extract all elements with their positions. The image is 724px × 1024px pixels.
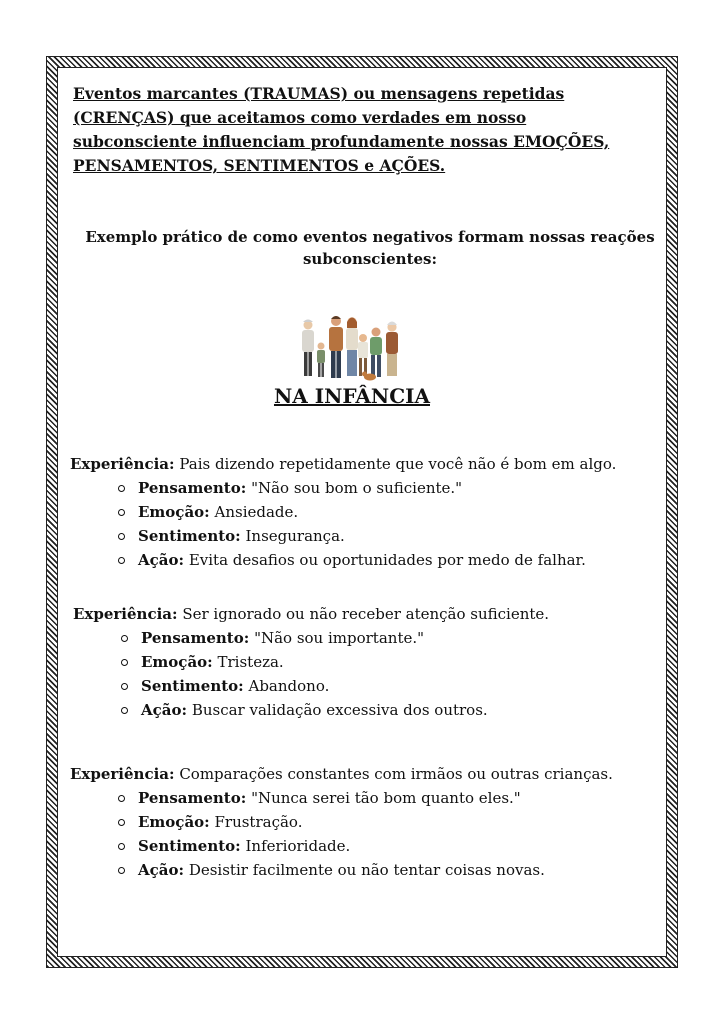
person-child-middle (358, 334, 368, 376)
person-child-left (317, 343, 325, 378)
reaction-list (70, 786, 613, 882)
list-item-feeling (118, 834, 613, 858)
experience-text: Comparações constantes com irmãos ou outras crianças. (179, 765, 613, 783)
emotion-label: Emoção: (138, 503, 210, 521)
list-item-emotion (118, 810, 613, 834)
experience-text: Pais dizendo repetidamente que você não é bom em algo. (179, 455, 617, 473)
action-label: Ação: (138, 551, 185, 569)
reaction-list (73, 626, 549, 722)
experience-label: Experiência: (73, 605, 178, 623)
example-block-3 (70, 762, 613, 882)
feeling-label: Sentimento: (138, 837, 241, 855)
list-item-emotion (118, 500, 616, 524)
person-young-man (370, 328, 382, 378)
experience-line (70, 452, 616, 476)
feeling-text: Abandono. (248, 677, 330, 695)
section-title: NA INFÂNCIA (273, 384, 430, 408)
experience-label: Experiência: (70, 455, 175, 473)
list-item-thought (118, 476, 616, 500)
list-item-action (118, 548, 616, 572)
emotion-label: Emoção: (138, 813, 210, 831)
family-illustration (298, 314, 406, 384)
emotion-text: Frustração. (214, 813, 303, 831)
thought-label: Pensamento: (138, 789, 247, 807)
thought-text: "Nunca serei tão bom quanto eles." (251, 789, 521, 807)
experience-line (70, 762, 613, 786)
action-text: Buscar validação excessiva dos outros. (191, 701, 488, 719)
list-item-action (121, 698, 549, 722)
person-mother (346, 317, 358, 376)
reaction-list (70, 476, 616, 572)
subtitle-line-1: Exemplo prático de como eventos negativos formam nossas reações (85, 228, 655, 246)
emotion-text: Tristeza. (217, 653, 284, 671)
person-grandmother (386, 322, 398, 377)
intro-paragraph: Eventos marcantes (TRAUMAS) ou mensagens repetidas (CRENÇAS) que aceitamos como verdades em nosso subconsciente influenciam profundamente nossas EMOÇÕES, PENSAMENTOS, SENTIMENTOS e AÇÕES. (73, 84, 610, 175)
experience-text: Ser ignorado ou não receber atenção suficiente. (182, 605, 550, 623)
feeling-text: Insegurança. (245, 527, 345, 545)
list-item-feeling (118, 524, 616, 548)
person-father (329, 316, 343, 378)
thought-label: Pensamento: (138, 479, 247, 497)
action-text: Evita desafios ou oportunidades por medo de falhar. (188, 551, 586, 569)
list-item-action (118, 858, 613, 882)
subtitle (70, 226, 670, 270)
list-item-feeling (121, 674, 549, 698)
experience-label: Experiência: (70, 765, 175, 783)
experience-line (73, 602, 549, 626)
example-block-1 (70, 452, 616, 572)
example-block-2 (73, 602, 549, 722)
action-label: Ação: (138, 861, 185, 879)
list-item-emotion (121, 650, 549, 674)
emotion-label: Emoção: (141, 653, 213, 671)
thought-text: "Não sou importante." (254, 629, 425, 647)
feeling-label: Sentimento: (141, 677, 244, 695)
thought-text: "Não sou bom o suficiente." (251, 479, 463, 497)
thought-label: Pensamento: (141, 629, 250, 647)
subtitle-line-2: subconscientes: (302, 250, 438, 268)
feeling-text: Inferioridade. (245, 837, 351, 855)
person-grandfather (302, 320, 314, 377)
list-item-thought (121, 626, 549, 650)
action-text: Desistir facilmente ou não tentar coisas novas. (188, 861, 545, 879)
emotion-text: Ansiedade. (214, 503, 299, 521)
action-label: Ação: (141, 701, 188, 719)
list-item-thought (118, 786, 613, 810)
feeling-label: Sentimento: (138, 527, 241, 545)
